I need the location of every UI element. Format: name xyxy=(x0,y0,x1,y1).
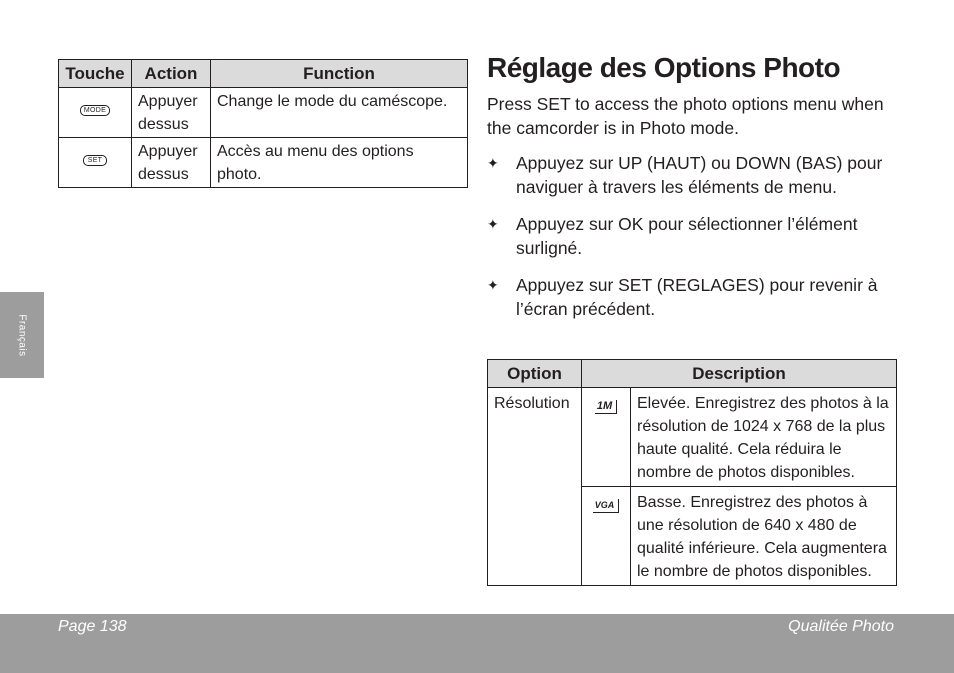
list-item-text: Appuyez sur OK pour sélectionner l’élément surligné. xyxy=(516,214,858,258)
function-cell: Accès au menu des options photo. xyxy=(211,138,468,188)
list-item xyxy=(487,274,897,321)
header-action: Action xyxy=(132,60,211,88)
function-cell: Change le mode du caméscope. xyxy=(211,88,468,138)
description-cell: Elevée. Enregistrez des photos à la résolution de 1024 x 768 de la plus haute qualité. Cela réduira le nombre de photos disponibles. xyxy=(631,388,897,487)
list-item-text: Appuyez sur UP (HAUT) ou DOWN (BAS) pour naviguer à travers les éléments de menu. xyxy=(516,153,883,197)
language-tab xyxy=(0,292,44,378)
table-header-row xyxy=(59,60,468,88)
touche-cell xyxy=(59,138,132,188)
page-footer xyxy=(0,614,954,673)
list-item-text: Appuyez sur SET (REGLAGES) pour revenir à l’écran précédent. xyxy=(516,275,878,319)
four-point-star-icon: ✦ xyxy=(487,216,499,232)
photo-options-table xyxy=(487,359,897,586)
touche-cell xyxy=(59,88,132,138)
action-cell: Appuyer dessus xyxy=(132,138,211,188)
action-cell: Appuyer dessus xyxy=(132,88,211,138)
table-row xyxy=(488,388,897,487)
four-point-star-icon: ✦ xyxy=(487,277,499,293)
header-touche: Touche xyxy=(59,60,132,88)
header-function: Function xyxy=(211,60,468,88)
header-option: Option xyxy=(488,360,582,388)
list-item xyxy=(487,213,897,260)
page-title: Réglage des Options Photo xyxy=(487,52,841,83)
icon-cell xyxy=(582,388,631,487)
header-description: Description xyxy=(582,360,897,388)
resolution-1m-icon: 1M xyxy=(595,400,617,414)
table-header-row xyxy=(488,360,897,388)
button-function-table xyxy=(58,59,468,188)
section-title: Qualitée Photo xyxy=(788,618,894,635)
list-item xyxy=(487,152,897,199)
language-tab-label: Français xyxy=(16,313,28,357)
intro-paragraph: Press SET to access the photo options menu when the camcorder is in Photo mode. xyxy=(487,94,884,138)
mode-button-icon: MODE xyxy=(80,105,110,116)
resolution-vga-icon: VGA xyxy=(593,499,620,513)
table-row xyxy=(59,138,468,188)
description-cell: Basse. Enregistrez des photos à une résolution de 640 x 480 de qualité inférieure. Cela augmentera le nombre de photos disponibles. xyxy=(631,487,897,586)
page-number: Page 138 xyxy=(58,618,127,635)
instruction-list xyxy=(487,152,897,335)
set-button-icon: SET xyxy=(83,155,107,166)
table-row xyxy=(59,88,468,138)
option-cell: Résolution xyxy=(488,388,582,586)
icon-cell xyxy=(582,487,631,586)
four-point-star-icon: ✦ xyxy=(487,155,499,171)
